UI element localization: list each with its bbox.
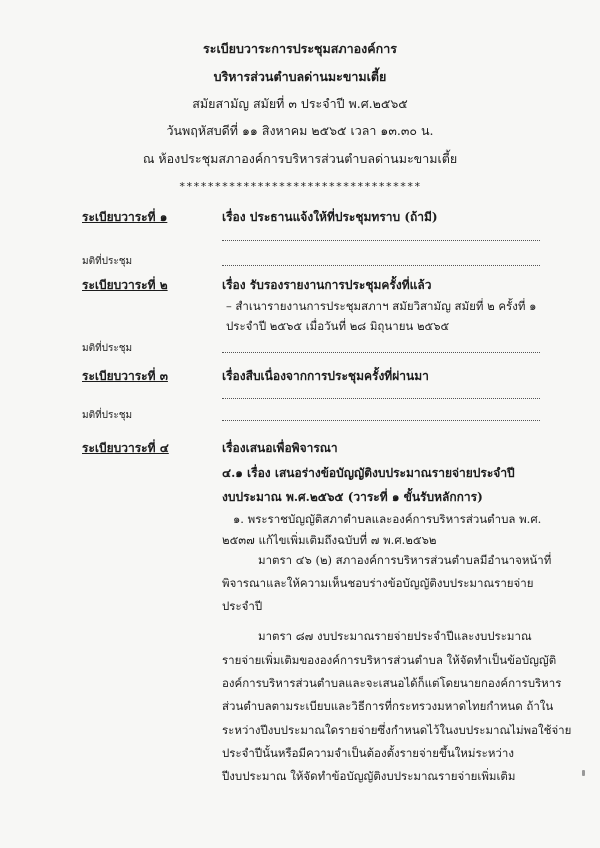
agenda-4-body-line3: มาตรา ๔๖ (๒) สภาองค์การบริหารส่วนตำบลมีอำนาจหน้าที่: [258, 553, 552, 567]
header-title-line1: ระเบียบวาระการประชุมสภาองค์การ: [203, 41, 397, 56]
agenda-1-dotline-1: [222, 240, 540, 241]
agenda-3-label: ระเบียบวาระที่ ๓: [82, 369, 168, 383]
agenda-1-topic: เรื่อง ประธานแจ้งให้ที่ประชุมทราบ (ถ้ามี): [222, 210, 438, 224]
agenda-4-body-line5: ประจำปี: [222, 599, 263, 613]
agenda-2-dotline: [222, 352, 540, 353]
agenda-3-dotline-1: [222, 398, 540, 399]
agenda-2-detail-line2: ประจำปี ๒๕๖๕ เมื่อวันที่ ๒๘ มิถุนายน ๒๕๖๕: [226, 319, 450, 333]
agenda-1-resolution: มติที่ประชุม: [82, 256, 133, 267]
agenda-4-body-line8: องค์การบริหารส่วนตำบลและจะเสนอได้ก็แต่โดยนายกองค์การบริหาร: [222, 676, 562, 690]
agenda-4-topic: เรื่องเสนอเพื่อพิจารณา: [222, 441, 338, 455]
agenda-3-dotline-2: [222, 420, 540, 421]
agenda-4-body-line9: ส่วนตำบลตามระเบียบและวิธีการที่กระทรวงมหาดไทยกำหนด ถ้าใน: [222, 699, 554, 713]
agenda-4-body-line7: รายจ่ายเพิ่มเติมขององค์การบริหารส่วนตำบล ให้จัดทำเป็นข้อบัญญัติ: [222, 653, 557, 667]
agenda-4-body-line2: ๒๕๓๗ แก้ไขเพิ่มเติมถึงฉบับที่ ๗ พ.ศ.๒๕๖๒: [222, 533, 437, 547]
agenda-4-body-line10: ระหว่างปีงบประมาณใดรายจ่ายซึ่งกำหนดไว้ในงบประมาณไม่พอใช้จ่าย: [222, 723, 572, 737]
agenda-2-resolution: มติที่ประชุม: [82, 343, 133, 354]
agenda-4-body-line12: ปีงบประมาณ ให้จัดทำข้อบัญญัติงบประมาณรายจ่ายเพิ่มเติม: [222, 769, 516, 783]
agenda-4-body-line11: ประจำปีนั้นหรือมีความจำเป็นต้องตั้งรายจ่ายขึ้นใหม่ระหว่าง: [222, 746, 514, 760]
separator-stars: **********************************: [178, 180, 422, 193]
header-title-line2: บริหารส่วนตำบลด่านมะขามเตี้ย: [213, 69, 387, 84]
agenda-4-body-line1: ๑. พระราชบัญญัติสภาตำบลและองค์การบริหารส่วนตำบล พ.ศ.: [233, 512, 542, 526]
agenda-2-label: ระเบียบวาระที่ ๒: [82, 278, 168, 292]
agenda-2-topic: เรื่อง รับรองรายงานการประชุมครั้งที่แล้ว: [222, 278, 432, 292]
agenda-4-body-line4: พิจารณาและให้ความเห็นชอบร่างข้อบัญญัติงบประมาณรายจ่าย: [222, 576, 534, 590]
agenda-3-topic: เรื่องสืบเนื่องจากการประชุมครั้งที่ผ่านมา: [222, 369, 429, 383]
scan-speck: [582, 770, 585, 776]
header-session: สมัยสามัญ สมัยที่ ๓ ประจำปี พ.ศ.๒๕๖๕: [192, 96, 408, 111]
agenda-4-sub-line2: งบประมาณ พ.ศ.๒๕๖๕ (วาระที่ ๑ ขั้นรับหลักการ): [222, 490, 483, 504]
agenda-2-detail-line1: – สำเนารายงานการประชุมสภาฯ สมัยวิสามัญ สมัยที่ ๒ ครั้งที่ ๑: [226, 299, 537, 313]
agenda-1-dotline-2: [222, 265, 540, 266]
header-date-time: วันพฤหัสบดีที่ ๑๑ สิงหาคม ๒๕๖๕ เวลา ๑๓.๓๐ น.: [166, 123, 434, 138]
agenda-4-label: ระเบียบวาระที่ ๔: [82, 441, 169, 455]
header-venue: ณ ห้องประชุมสภาองค์การบริหารส่วนตำบลด่านมะขามเตี้ย: [142, 151, 458, 166]
agenda-4-body-line6: มาตรา ๘๗ งบประมาณรายจ่ายประจำปีและงบประมาณ: [258, 629, 532, 643]
agenda-1-label: ระเบียบวาระที่ ๑: [82, 210, 168, 224]
agenda-4-sub-line1: ๔.๑ เรื่อง เสนอร่างข้อบัญญัติงบประมาณรายจ่ายประจำปี: [222, 466, 515, 480]
agenda-3-resolution: มติที่ประชุม: [82, 410, 133, 421]
